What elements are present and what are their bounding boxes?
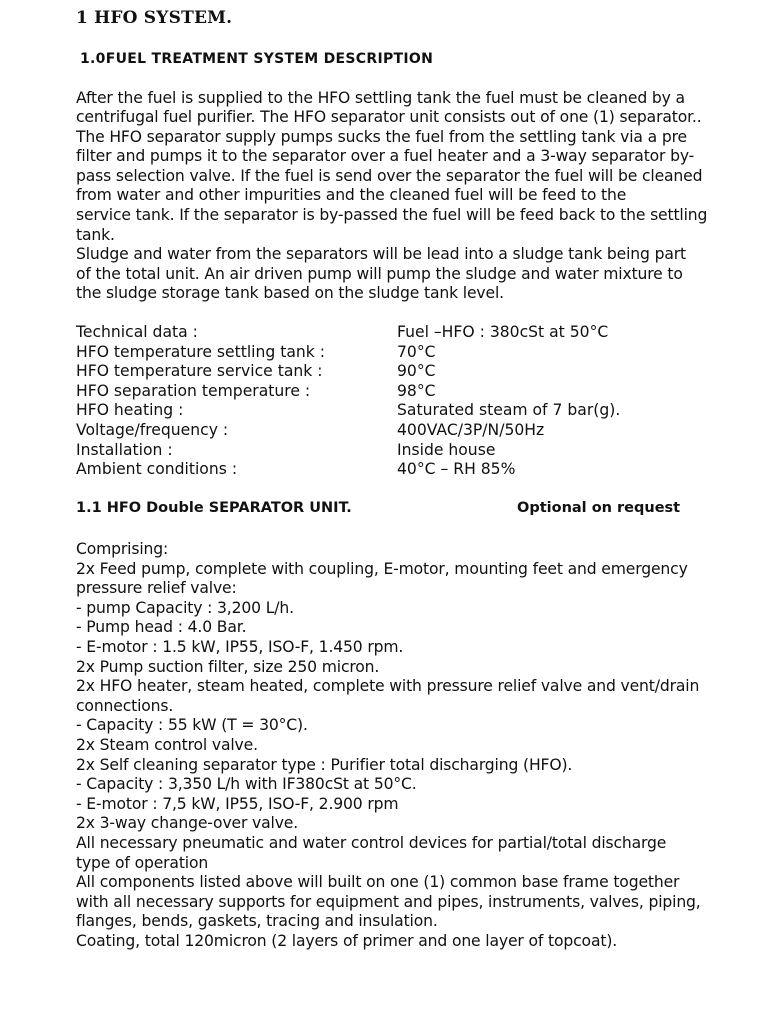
description-paragraph bbox=[76, 89, 756, 305]
technical-data-row bbox=[76, 362, 756, 382]
text-line: - E-motor : 1.5 kW, IP55, ISO-F, 1.450 rpm. bbox=[76, 637, 404, 656]
text-line: - pump Capacity : 3,200 L/h. bbox=[76, 598, 294, 617]
text-line: filter and pumps it to the separator over a fuel heater and a 3-way separator by- bbox=[76, 147, 695, 166]
text-line: All necessary pneumatic and water control devices for partial/total discharge bbox=[76, 833, 667, 852]
text-line: with all necessary supports for equipment and pipes, instruments, valves, piping, bbox=[76, 892, 701, 911]
text-line: Comprising: bbox=[76, 540, 169, 558]
technical-data-label: HFO separation temperature : bbox=[76, 381, 311, 400]
page-heading: 1 HFO SYSTEM. bbox=[76, 8, 233, 28]
section-heading: 1.0FUEL TREATMENT SYSTEM DESCRIPTION bbox=[80, 51, 434, 67]
text-line: - Capacity : 55 kW (T = 30°C). bbox=[76, 716, 308, 735]
technical-data-label: Ambient conditions : bbox=[76, 460, 238, 479]
technical-data-row bbox=[76, 382, 756, 402]
technical-data-row bbox=[76, 421, 756, 441]
text-line: Sludge and water from the separators will be lead into a sludge tank being part bbox=[76, 245, 686, 264]
text-line: the sludge storage tank based on the sludge tank level. bbox=[76, 284, 504, 303]
technical-data-value: Fuel –HFO : 380cSt at 50°C bbox=[397, 323, 609, 341]
text-line: of the total unit. An air driven pump will pump the sludge and water mixture to bbox=[76, 264, 683, 283]
technical-data-label: Voltage/frequency : bbox=[76, 420, 229, 439]
section-1-1-heading bbox=[76, 500, 756, 516]
text-line: 2x HFO heater, steam heated, complete with pressure relief valve and vent/drain bbox=[76, 677, 700, 696]
optional-note: Optional on request bbox=[517, 500, 681, 516]
technical-data-row bbox=[76, 401, 756, 421]
text-line: 2x 3-way change-over valve. bbox=[76, 814, 299, 833]
technical-data-value: 98°C bbox=[397, 381, 436, 400]
text-line: flanges, bends, gaskets, tracing and insulation. bbox=[76, 912, 438, 931]
technical-data-value: 70°C bbox=[397, 342, 436, 361]
text-line: 2x Pump suction filter, size 250 micron. bbox=[76, 657, 380, 676]
technical-data-row bbox=[76, 441, 756, 461]
text-line: The HFO separator supply pumps sucks the fuel from the settling tank via a pre bbox=[76, 127, 687, 146]
text-line: from water and other impurities and the cleaned fuel will be feed to the bbox=[76, 186, 627, 205]
text-line: service tank. If the separator is by-passed the fuel will be feed back to the settling bbox=[76, 206, 708, 225]
technical-data-label: Installation : bbox=[76, 440, 173, 459]
text-line: - E-motor : 7,5 kW, IP55, ISO-F, 2.900 rpm bbox=[76, 794, 399, 813]
text-line: All components listed above will built on one (1) common base frame together bbox=[76, 873, 680, 892]
technical-data-value: 90°C bbox=[397, 362, 436, 381]
text-line: 2x Self cleaning separator type : Purifier total discharging (HFO). bbox=[76, 755, 573, 774]
technical-data-label: Technical data : bbox=[76, 323, 198, 341]
technical-data-value: Saturated steam of 7 bar(g). bbox=[397, 401, 621, 420]
text-line: Coating, total 120micron (2 layers of primer and one layer of topcoat). bbox=[76, 931, 618, 950]
technical-data-row bbox=[76, 460, 756, 480]
text-line: - Pump head : 4.0 Bar. bbox=[76, 618, 247, 637]
technical-data-row bbox=[76, 323, 756, 343]
text-line: tank. bbox=[76, 225, 115, 244]
text-line: pass selection valve. If the fuel is send over the separator the fuel will be cleaned bbox=[76, 166, 703, 185]
text-line: 2x Steam control valve. bbox=[76, 735, 258, 754]
section-1-1-title: 1.1 HFO Double SEPARATOR UNIT. bbox=[76, 500, 352, 516]
technical-data-value: Inside house bbox=[397, 440, 496, 459]
technical-data-value: 400VAC/3P/N/50Hz bbox=[397, 420, 545, 439]
technical-data-value: 40°C – RH 85% bbox=[397, 460, 516, 479]
text-line: pressure relief valve: bbox=[76, 579, 237, 598]
comprising-list bbox=[76, 540, 756, 951]
technical-data-row bbox=[76, 343, 756, 363]
technical-data-label: HFO temperature service tank : bbox=[76, 362, 323, 381]
text-line: 2x Feed pump, complete with coupling, E-motor, mounting feet and emergency bbox=[76, 559, 688, 578]
text-line: type of operation bbox=[76, 853, 209, 872]
text-line: - Capacity : 3,350 L/h with IF380cSt at 50°C. bbox=[76, 775, 417, 794]
text-line: centrifugal fuel purifier. The HFO separator unit consists out of one (1) separator.. bbox=[76, 108, 702, 127]
technical-data-table bbox=[76, 323, 756, 480]
text-line: After the fuel is supplied to the HFO settling tank the fuel must be cleaned by a bbox=[76, 88, 685, 107]
technical-data-label: HFO heating : bbox=[76, 401, 184, 420]
technical-data-label: HFO temperature settling tank : bbox=[76, 342, 326, 361]
text-line: connections. bbox=[76, 696, 174, 715]
